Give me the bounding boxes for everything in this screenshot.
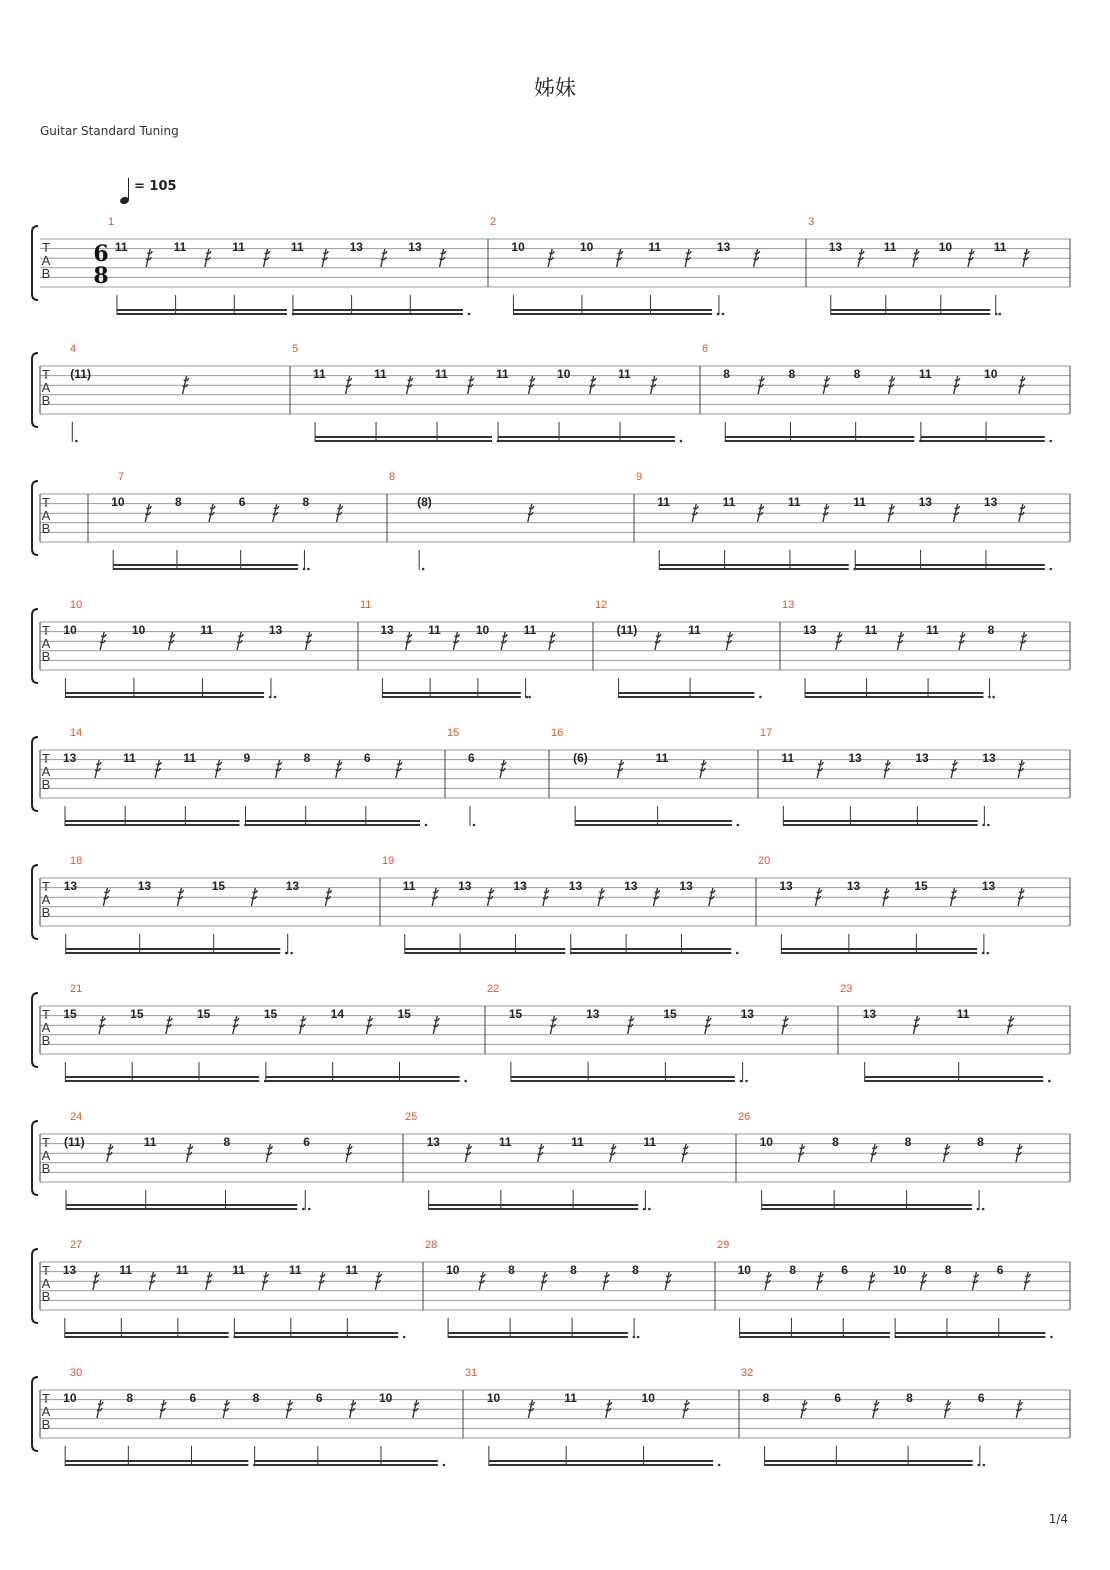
dot-augmentation <box>987 824 990 827</box>
fret-number: 11 <box>288 1263 302 1277</box>
fret-number: 13 <box>848 751 862 765</box>
fret-number: 8 <box>788 367 796 381</box>
fret-number: 8 <box>904 1135 912 1149</box>
fret-number: 6 <box>363 751 371 765</box>
measure-number: 16 <box>551 727 564 739</box>
dot-augmentation <box>995 313 998 316</box>
fret-number: 11 <box>498 1135 512 1149</box>
fret-number: 11 <box>643 1135 657 1149</box>
fret-number: 13 <box>458 879 472 893</box>
system-bracket <box>32 865 38 939</box>
measure-number: 4 <box>70 343 77 355</box>
fret-number: 11 <box>232 240 245 254</box>
dot-augmentation <box>307 568 310 571</box>
dot-augmentation <box>648 1208 651 1211</box>
fret-number: 8 <box>632 1263 639 1277</box>
fret-number: 11 <box>688 623 701 637</box>
dot-augmentation <box>977 1208 980 1211</box>
measure-number: 20 <box>758 855 771 867</box>
system-bracket <box>32 1377 38 1451</box>
fret-number: 8 <box>126 1391 134 1405</box>
tab-clef-letter: T <box>42 240 50 255</box>
measure-number: 28 <box>425 1239 438 1251</box>
tab-clef-letter: B <box>41 266 51 281</box>
tab-clef-letter: A <box>41 892 51 907</box>
dot-augmentation <box>736 952 739 955</box>
dot-augmentation <box>982 824 985 827</box>
fret-number: 13 <box>981 879 996 893</box>
tab-clef-letter: A <box>41 508 51 523</box>
fret-number: 10 <box>378 1391 393 1405</box>
system-bracket <box>32 353 38 427</box>
measure-number: 21 <box>70 983 83 995</box>
fret-number: 10 <box>475 623 490 637</box>
dot-augmentation <box>992 696 995 699</box>
fret-number: 11 <box>143 1135 157 1149</box>
measure-number: 32 <box>741 1367 754 1379</box>
fret-number: 10 <box>938 240 953 254</box>
fret-number: 14 <box>330 1007 345 1021</box>
measure-number: 9 <box>636 471 643 483</box>
fret-number: 8 <box>723 367 730 381</box>
tab-clef-letter: T <box>42 495 50 510</box>
tab-clef-letter: B <box>41 1033 51 1048</box>
fret-number: 15 <box>211 879 226 893</box>
fret-number: 11 <box>918 367 932 381</box>
fret-number: 10 <box>984 367 998 381</box>
fret-number: 11 <box>864 623 878 637</box>
fret-number: 8 <box>977 1135 984 1149</box>
fret-number: 13 <box>740 1007 754 1021</box>
dot-augmentation <box>464 1080 467 1083</box>
fret-number: 8 <box>570 1263 577 1277</box>
system-bracket <box>32 226 38 300</box>
fret-number: 9 <box>243 751 251 765</box>
dot-augmentation <box>1049 568 1052 571</box>
dot-augmentation <box>269 696 272 699</box>
fret-number: 13 <box>268 623 283 637</box>
tab-clef-letter: T <box>42 367 50 382</box>
measure-number: 26 <box>738 1111 751 1123</box>
fret-number: 10 <box>486 1391 501 1405</box>
dot-augmentation <box>308 1208 311 1211</box>
fret-number: 11 <box>618 367 631 381</box>
fret-number: 11 <box>173 240 187 254</box>
fret-number: 11 <box>523 623 537 637</box>
measure-number: 15 <box>447 727 460 739</box>
fret-number: 15 <box>397 1007 411 1021</box>
tab-clef-letter: T <box>42 879 50 894</box>
fret-number: 11 <box>374 367 387 381</box>
fret-number: 13 <box>918 495 932 509</box>
fret-number: 11 <box>183 751 197 765</box>
fret-number: 10 <box>557 367 571 381</box>
fret-number: 13 <box>983 495 998 509</box>
fret-number: 11 <box>435 367 448 381</box>
dot-augmentation <box>528 696 531 699</box>
tab-clef-letter: A <box>41 380 51 395</box>
fret-number: 13 <box>779 879 793 893</box>
fret-number: 10 <box>579 240 594 254</box>
fret-number: 10 <box>63 1391 77 1405</box>
fret-number: 11 <box>787 495 801 509</box>
fret-number: 11 <box>402 879 416 893</box>
dot-augmentation <box>473 824 476 827</box>
fret-number: 8 <box>832 1135 839 1149</box>
dot-augmentation <box>717 313 720 316</box>
measure-number: 29 <box>717 1239 730 1251</box>
fret-number: 6 <box>303 1135 310 1149</box>
fret-number: 11 <box>290 240 304 254</box>
dot-augmentation <box>643 1208 646 1211</box>
fret-number: 8 <box>944 1263 952 1277</box>
fret-number: 6 <box>468 751 475 765</box>
fret-number: 13 <box>137 879 152 893</box>
measure-number: 27 <box>70 1239 83 1251</box>
fret-number: 13 <box>426 1135 440 1149</box>
system-bracket <box>32 1249 38 1323</box>
fret-number: 10 <box>131 623 146 637</box>
fret-number: 13 <box>586 1007 600 1021</box>
fret-number: 15 <box>663 1007 677 1021</box>
dot-augmentation <box>737 824 740 827</box>
fret-number: 10 <box>641 1391 655 1405</box>
fret-number: 8 <box>789 1263 797 1277</box>
dot-augmentation <box>983 1464 986 1467</box>
measure-number: 31 <box>465 1367 478 1379</box>
measure-number: 3 <box>808 216 815 228</box>
dot-augmentation <box>633 1336 636 1339</box>
dot-augmentation <box>75 440 78 443</box>
fret-number: 11 <box>956 1007 970 1021</box>
fret-number: 8 <box>252 1391 260 1405</box>
dot-augmentation <box>1048 1080 1051 1083</box>
fret-number: 13 <box>408 240 422 254</box>
dot-augmentation <box>680 440 683 443</box>
fret-number: 15 <box>263 1007 278 1021</box>
tuning-label: Guitar Standard Tuning <box>40 124 179 138</box>
fret-number: 6 <box>834 1391 842 1405</box>
dot-augmentation <box>637 1336 640 1339</box>
fret-number: 11 <box>123 751 136 765</box>
fret-number: 11 <box>781 751 795 765</box>
fret-number: 8 <box>302 495 310 509</box>
fret-number: 15 <box>197 1007 211 1021</box>
tab-clef-letter: A <box>41 1020 51 1035</box>
fret-number: 11 <box>926 623 939 637</box>
fret-number: 10 <box>111 495 125 509</box>
dot-augmentation <box>982 952 985 955</box>
fret-number: 11 <box>345 1263 359 1277</box>
tab-clef-letter: B <box>41 777 51 792</box>
fret-number: 6 <box>238 495 246 509</box>
measure-number: 14 <box>70 727 83 739</box>
fret-number: 11 <box>428 623 441 637</box>
measure-number: 13 <box>782 599 795 611</box>
fret-number: 11 <box>175 1263 189 1277</box>
fret-number: 13 <box>380 623 394 637</box>
dot-augmentation <box>740 1080 743 1083</box>
dot-augmentation <box>977 1464 980 1467</box>
system-bracket <box>32 609 38 683</box>
tab-clef-letter: A <box>41 1276 51 1291</box>
time-signature-bottom: 8 <box>93 263 109 289</box>
tab-clef-letter: B <box>41 1161 51 1176</box>
dot-augmentation <box>285 952 288 955</box>
fret-number: 13 <box>716 240 731 254</box>
tab-clef-letter: T <box>42 623 50 638</box>
fret-number: 6 <box>841 1263 848 1277</box>
fret-number: 10 <box>446 1263 460 1277</box>
measure-number: 8 <box>389 471 396 483</box>
fret-number: 6 <box>996 1263 1004 1277</box>
fret-number: 8 <box>174 495 182 509</box>
measure-number: 19 <box>382 855 395 867</box>
dot-augmentation <box>998 313 1001 316</box>
fret-number: 13 <box>803 623 817 637</box>
fret-number: 11 <box>200 623 214 637</box>
tab-clef-letter: B <box>41 1289 51 1304</box>
fret-number: 15 <box>130 1007 144 1021</box>
measure-number: 1 <box>108 216 115 228</box>
tab-clef-letter: T <box>42 751 50 766</box>
fret-number: 13 <box>915 751 929 765</box>
fret-number: 13 <box>862 1007 877 1021</box>
page-number: 1/4 <box>1048 1512 1068 1526</box>
dot-augmentation <box>302 1208 305 1211</box>
dot-augmentation <box>988 696 991 699</box>
dot-augmentation <box>468 313 471 316</box>
fret-number: 13 <box>63 879 78 893</box>
dot-augmentation <box>759 696 762 699</box>
fret-number: 6 <box>977 1391 985 1405</box>
dot-augmentation <box>526 696 529 699</box>
measure-number: 22 <box>487 983 500 995</box>
tab-clef-letter: B <box>41 521 51 536</box>
fret-number: 11 <box>564 1391 577 1405</box>
tempo-value: = 105 <box>134 179 177 194</box>
dot-augmentation <box>303 568 306 571</box>
fret-number: 11 <box>993 240 1007 254</box>
fret-number: 13 <box>63 751 77 765</box>
fret-number: 11 <box>119 1263 133 1277</box>
fret-number: 10 <box>893 1263 907 1277</box>
measure-number: 5 <box>292 343 299 355</box>
fret-number: (6) <box>573 751 588 765</box>
fret-number: 10 <box>737 1263 751 1277</box>
fret-number: 11 <box>571 1135 584 1149</box>
tab-clef-letter: B <box>41 393 51 408</box>
fret-number: 11 <box>657 495 670 509</box>
dot-augmentation <box>443 1464 446 1467</box>
system-bracket <box>32 1121 38 1195</box>
tab-clef-letter: A <box>41 636 51 651</box>
fret-number: 13 <box>285 879 300 893</box>
dot-augmentation <box>290 952 293 955</box>
fret-number: 8 <box>906 1391 913 1405</box>
fret-number: 13 <box>624 879 638 893</box>
measure-number: 7 <box>118 471 125 483</box>
tab-clef-letter: B <box>41 1417 51 1432</box>
tab-clef-letter: A <box>41 764 51 779</box>
dot-augmentation <box>745 1080 748 1083</box>
measure-number: 2 <box>490 216 497 228</box>
fret-number: 13 <box>828 240 843 254</box>
fret-number: 13 <box>679 879 693 893</box>
fret-number: 8 <box>762 1391 770 1405</box>
dot-augmentation <box>403 1336 406 1339</box>
tab-clef-letter: T <box>42 1007 50 1022</box>
tab-clef-letter: B <box>41 649 51 664</box>
dot-augmentation <box>718 1464 721 1467</box>
measure-number: 23 <box>840 983 853 995</box>
measure-number: 6 <box>702 343 709 355</box>
measure-number: 24 <box>70 1111 83 1123</box>
dot-augmentation <box>425 824 428 827</box>
fret-number: 11 <box>313 367 326 381</box>
time-signature-top: 6 <box>93 241 109 267</box>
fret-number: (11) <box>616 623 638 637</box>
dot-augmentation <box>274 696 277 699</box>
measure-number: 30 <box>70 1367 83 1379</box>
fret-number: 11 <box>655 751 669 765</box>
fret-number: 13 <box>513 879 527 893</box>
fret-number: 15 <box>508 1007 523 1021</box>
dot-augmentation <box>722 313 725 316</box>
measure-number: 11 <box>360 599 372 611</box>
fret-number: 13 <box>62 1263 77 1277</box>
tab-clef-letter: T <box>42 1135 50 1150</box>
tab-clef-letter: A <box>41 253 51 268</box>
fret-number: 8 <box>987 623 995 637</box>
fret-number: 11 <box>883 240 897 254</box>
fret-number: 15 <box>914 879 928 893</box>
measure-number: 18 <box>70 855 83 867</box>
fret-number: 13 <box>846 879 861 893</box>
fret-number: 6 <box>315 1391 323 1405</box>
fret-number: 11 <box>496 367 509 381</box>
fret-number: 10 <box>63 623 77 637</box>
fret-number: 11 <box>722 495 736 509</box>
fret-number: (11) <box>70 367 91 381</box>
fret-number: 8 <box>303 751 311 765</box>
measure-number: 12 <box>595 599 608 611</box>
measure-number: 10 <box>70 599 83 611</box>
tab-clef-letter: A <box>41 1148 51 1163</box>
system-bracket <box>32 993 38 1067</box>
fret-number: 10 <box>511 240 525 254</box>
fret-number: 11 <box>648 240 662 254</box>
fret-number: 8 <box>223 1135 231 1149</box>
dot-augmentation <box>1050 1336 1053 1339</box>
fret-number: 11 <box>114 240 128 254</box>
dot-augmentation <box>422 568 425 571</box>
fret-number: 13 <box>349 240 363 254</box>
fret-number: 13 <box>568 879 583 893</box>
tab-clef-letter: T <box>42 1391 50 1406</box>
tab-clef-letter: T <box>42 1263 50 1278</box>
score-title: 姊妹 <box>534 76 576 100</box>
fret-number: 10 <box>759 1135 773 1149</box>
fret-number: (11) <box>63 1135 85 1149</box>
system-bracket <box>32 481 38 555</box>
fret-number: 8 <box>853 367 861 381</box>
tab-clef-letter: B <box>41 905 51 920</box>
measure-number: 25 <box>405 1111 418 1123</box>
fret-number: 11 <box>853 495 866 509</box>
measure-number: 17 <box>760 727 773 739</box>
fret-number: 8 <box>508 1263 515 1277</box>
fret-number: (8) <box>417 495 432 509</box>
dot-augmentation <box>982 1208 985 1211</box>
tab-clef-letter: A <box>41 1404 51 1419</box>
fret-number: 15 <box>63 1007 77 1021</box>
fret-number: 6 <box>189 1391 197 1405</box>
dot-augmentation <box>987 952 990 955</box>
dot-augmentation <box>1049 440 1052 443</box>
fret-number: 11 <box>232 1263 246 1277</box>
system-bracket <box>32 737 38 811</box>
fret-number: 13 <box>982 751 996 765</box>
